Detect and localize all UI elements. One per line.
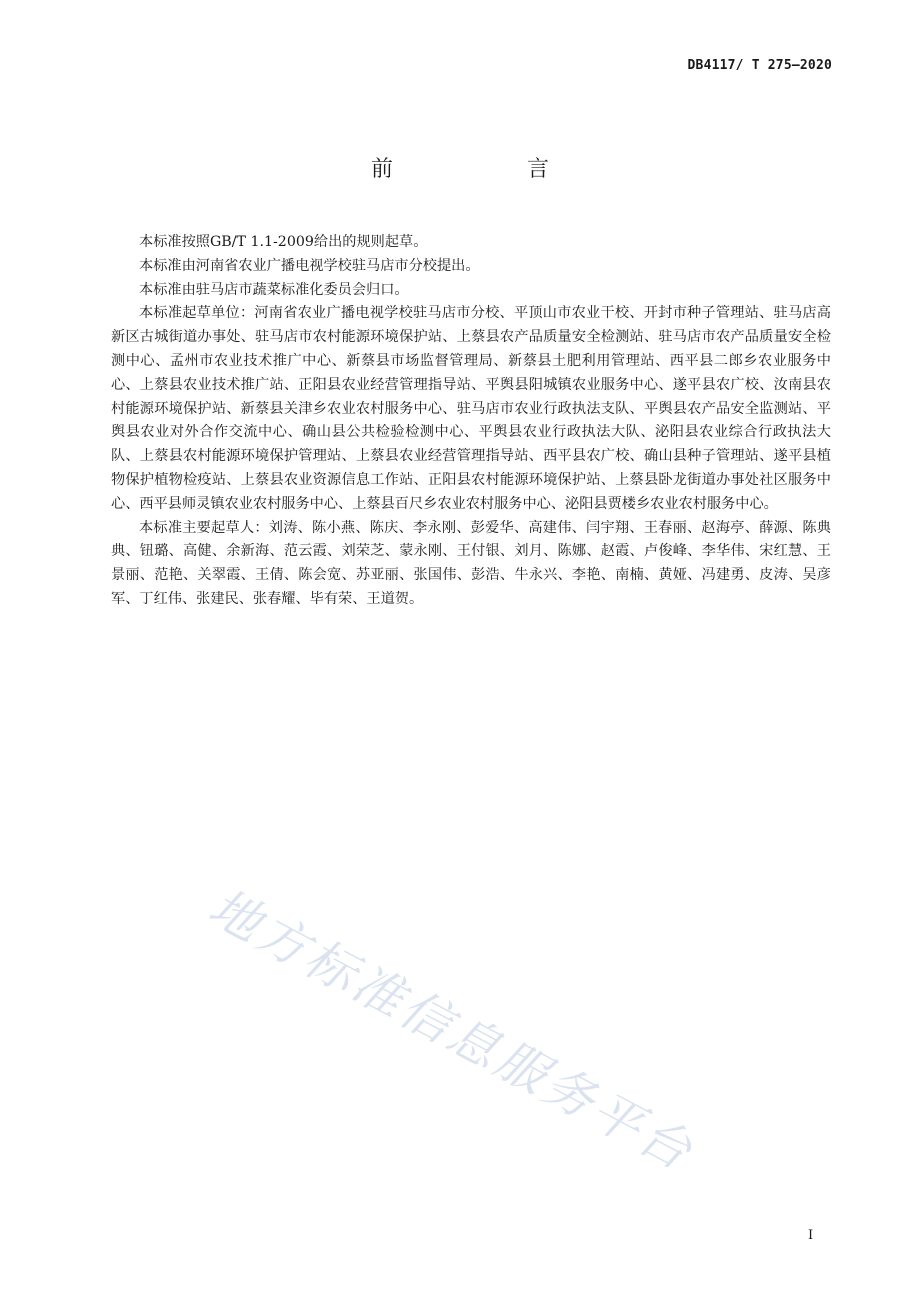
page-title: 前 言 bbox=[370, 157, 579, 182]
watermark: 地方标准信息服务平台 bbox=[199, 877, 704, 1183]
paragraph-main-drafters: 本标准主要起草人：刘涛、陈小燕、陈庆、李永刚、彭爱华、高建伟、闫宇翔、王春丽、赵海亭、薛源、陈典典、钮璐、高健、余新海、范云霞、刘荣芝、蒙永刚、王付银、刘月、陈娜、赵霞、卢俊峰、李华伟、宋红慧、王景丽、范艳、关翠霞、王倩、陈会宽、苏亚丽、张国伟、彭浩、牛永兴、李艳、南楠、黄娅、冯建勇、皮涛、吴彦军、丁红伟、张建民、张春耀、毕有荣、王道贺。 bbox=[111, 519, 831, 607]
document-code: DB4117/ T 275—2020 bbox=[687, 58, 832, 73]
paragraph-drafting-rules: 本标准按照GB/T 1.1-2009给出的规则起草。 bbox=[139, 234, 428, 250]
paragraph-drafting-units: 本标准起草单位：河南省农业广播电视学校驻马店市分校、平顶山市农业干校、开封市种子管理站、驻马店高新区古城街道办事处、驻马店市农村能源环境保护站、上蔡县农产品质量安全检测站、驻马店市农产品质量安全检测中心、孟州市农业技术推广中心、新蔡县市场监督管理局、新蔡县土肥利用管理站、西平县二郎乡农业服务中心、上蔡县农业技术推广站、正阳县农业经营管理指导站、平舆县阳城镇农业服务中心、遂平县农广校、汝南县农村能源环境保护站、新蔡县关津乡农业农村服务中心、驻马店市农业行政执法支队、平舆县农产品安全监测站、平舆县农业对外合作交流中心、确山县公共检验检测中心、平舆县农业行政执法大队、泌阳县农业综合行政执法大队、上蔡县农村能源环境保护管理站、上蔡县农业经营管理指导站、西平县农广校、确山县种子管理站、遂平县植物保护植物检疫站、上蔡县农业资源信息工作站、正阳县农村能源环境保护站、上蔡县卧龙街道办事处社区服务中心、西平县师灵镇农业农村服务中心、上蔡县百尺乡农业农村服务中心、泌阳县贾楼乡农业农村服务中心。 bbox=[111, 305, 831, 512]
foreword-body bbox=[111, 231, 831, 612]
page-number: I bbox=[808, 1228, 814, 1243]
paragraph-proposer: 本标准由河南省农业广播电视学校驻马店市分校提出。 bbox=[139, 257, 480, 274]
paragraph-centralized-unit: 本标准由驻马店市蔬菜标准化委员会归口。 bbox=[139, 281, 409, 298]
